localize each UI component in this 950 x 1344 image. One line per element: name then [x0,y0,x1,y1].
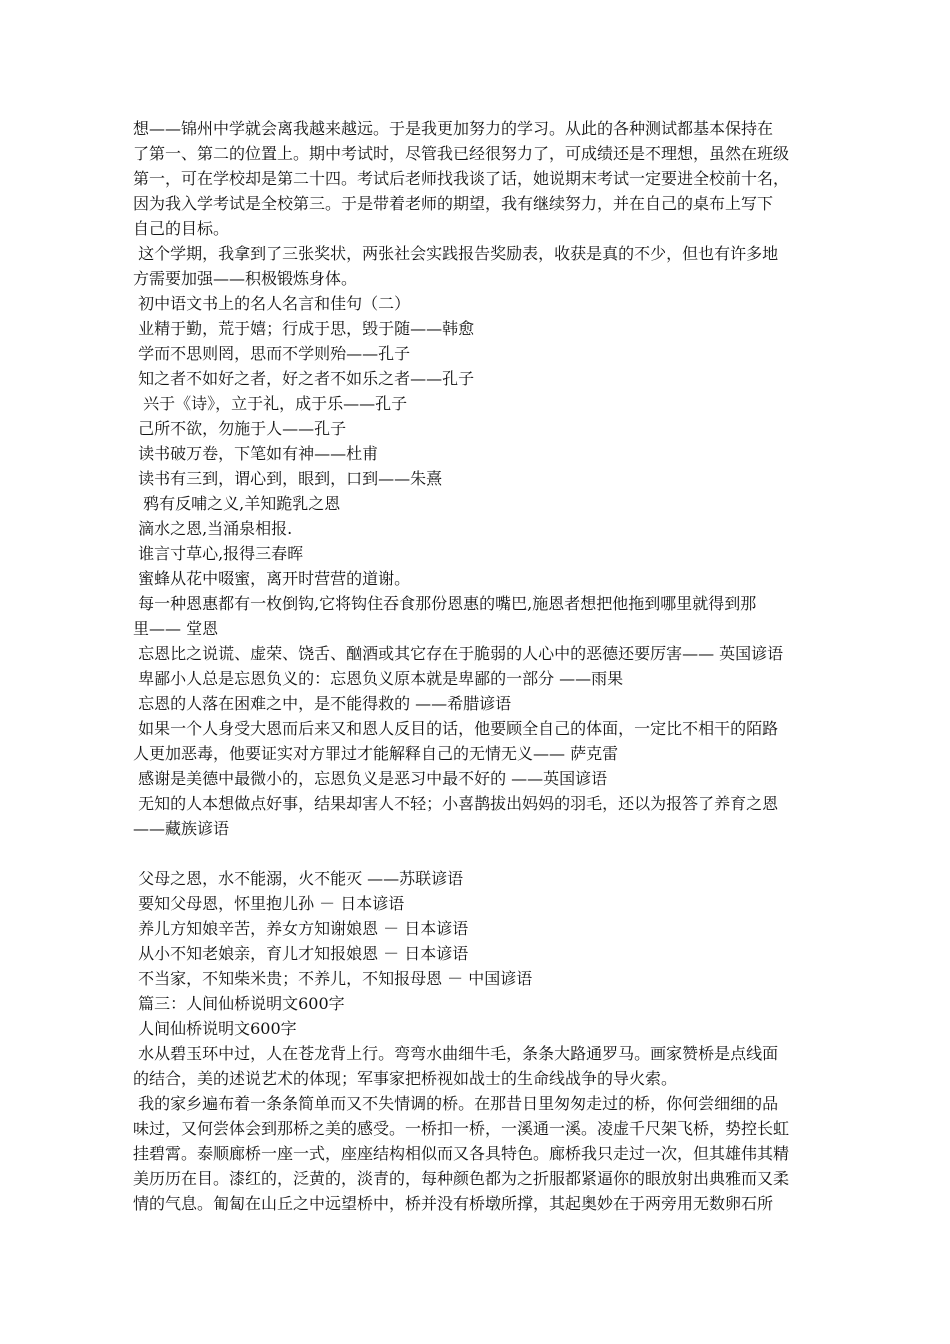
quote-line: 不当家，不知柴米贵；不养儿，不知报母恩 － 中国谚语 [133,969,533,988]
section-heading: 篇三：人间仙桥说明文600字 [133,994,345,1013]
text-line: 了第一、第二的位置上。期中考试时，尽管我已经很努力了，可成绩还是不理想，虽然在班级 [133,144,790,163]
quote-line: 无知的人本想做点好事，结果却害人不轻；小喜鹊拔出妈妈的羽毛，还以为报答了养育之恩 [133,794,779,813]
quote-line: 兴于《诗》，立于礼，成于乐——孔子 [133,394,408,413]
text-line: 这个学期，我拿到了三张奖状，两张社会实践报告奖励表，收获是真的不少，但也有许多地 [133,244,779,263]
quote-line: 从小不知老娘亲，育儿才知报娘恩 － 日本谚语 [133,944,469,963]
text-line: 味过，又何尝体会到那桥之美的感受。一桥扣一桥，一溪通一溪。凌虚千尺架飞桥，势控长虹 [133,1119,790,1138]
quote-line: 业精于勤，荒于嬉；行成于思，毁于随——韩愈 [133,319,475,338]
quote-line: 如果一个人身受大恩而后来又和恩人反目的话，他要顾全自己的体面，一定比不相干的陌路 [133,719,779,738]
quote-line: 滴水之恩,当涌泉相报. [133,519,293,538]
quote-line: 鸦有反哺之义,羊知跪乳之恩 [133,494,341,513]
text-line: 的结合，美的述说艺术的体现；军事家把桥视如战士的生命线战争的导火索。 [133,1069,678,1088]
text-line: 第一，可在学校却是第二十四。考试后老师找我谈了话，她说期末考试一定要进全校前十名， [133,169,790,188]
text-line: 因为我入学考试是全校第三。于是带着老师的期望，我有继续努力，并在自己的桌布上写下 [133,194,774,213]
quote-line: 读书破万卷，下笔如有神——杜甫 [133,444,379,463]
text-line: 自己的目标。 [133,219,230,238]
article-title: 人间仙桥说明文600字 [133,1019,297,1038]
text-line: 方需要加强——积极锻炼身体。 [133,269,358,288]
text-line: 水从碧玉环中过，人在苍龙背上行。弯弯水曲细牛毛，条条大路通罗马。画家赞桥是点线面 [133,1044,779,1063]
quote-line: 己所不欲，勿施于人——孔子 [133,419,347,438]
text-line: 挂碧霄。泰顺廊桥一座一式，座座结构相似而又各具特色。廊桥我只走过一次，但其雄伟其精 [133,1144,790,1163]
quote-line: 要知父母恩，怀里抱儿孙 － 日本谚语 [133,894,405,913]
section-heading: 初中语文书上的名人名言和佳句（二） [133,294,411,313]
quote-line: 读书有三到，谓心到，眼到，口到——朱熹 [133,469,443,488]
text-line: 我的家乡遍布着一条条简单而又不失情调的桥。在那昔日里匆匆走过的桥，你何尝细细的品 [133,1094,779,1113]
quote-line: 谁言寸草心,报得三春晖 [133,544,304,563]
quote-line: 里—— 堂恩 [133,619,219,638]
text-line: 想——锦州中学就会离我越来越远。于是我更加努力的学习。从此的各种测试都基本保持在 [133,119,774,138]
quote-line: 知之者不如好之者，好之者不如乐之者——孔子 [133,369,475,388]
quote-line: 卑鄙小人总是忘恩负义的：忘恩负义原本就是卑鄙的一部分 ——雨果 [133,669,624,688]
quote-line: ——藏族谚语 [133,819,230,838]
text-line: 情的气息。匍匐在山丘之中远望桥中，桥并没有桥墩所撑，其起奥妙在于两旁用无数卵石所 [133,1194,774,1213]
quote-line: 父母之恩，水不能溺，火不能灭 ——苏联谚语 [133,869,464,888]
quote-line: 学而不思则罔，思而不学则殆——孔子 [133,344,411,363]
text-line: 美历历在目。漆红的，泛黄的，淡青的，每种颜色都为之折服都紧逼你的眼放射出典雅而又柔 [133,1169,790,1188]
blank-line [133,841,813,866]
quote-line: 人更加恶毒，他要证实对方罪过才能解释自己的无情无义—— 萨克雷 [133,744,619,763]
quote-line: 蜜蜂从花中啜蜜，离开时营营的道谢。 [133,569,411,588]
document-body [133,116,813,1216]
quote-line: 每一种恩惠都有一枚倒钩,它将钩住吞食那份恩惠的嘴巴,施恩者想把他拖到哪里就得到那 [133,594,757,613]
quote-line: 忘恩比之说谎、虚荣、饶舌、酗酒或其它存在于脆弱的人心中的恶德还要厉害—— 英国谚语 [133,644,784,663]
quote-line: 感谢是美德中最微小的，忘恩负义是恶习中最不好的 ——英国谚语 [133,769,608,788]
quote-line: 忘恩的人落在困难之中，是不能得救的 ——希腊谚语 [133,694,512,713]
quote-line: 养儿方知娘辛苦，养女方知谢娘恩 － 日本谚语 [133,919,469,938]
